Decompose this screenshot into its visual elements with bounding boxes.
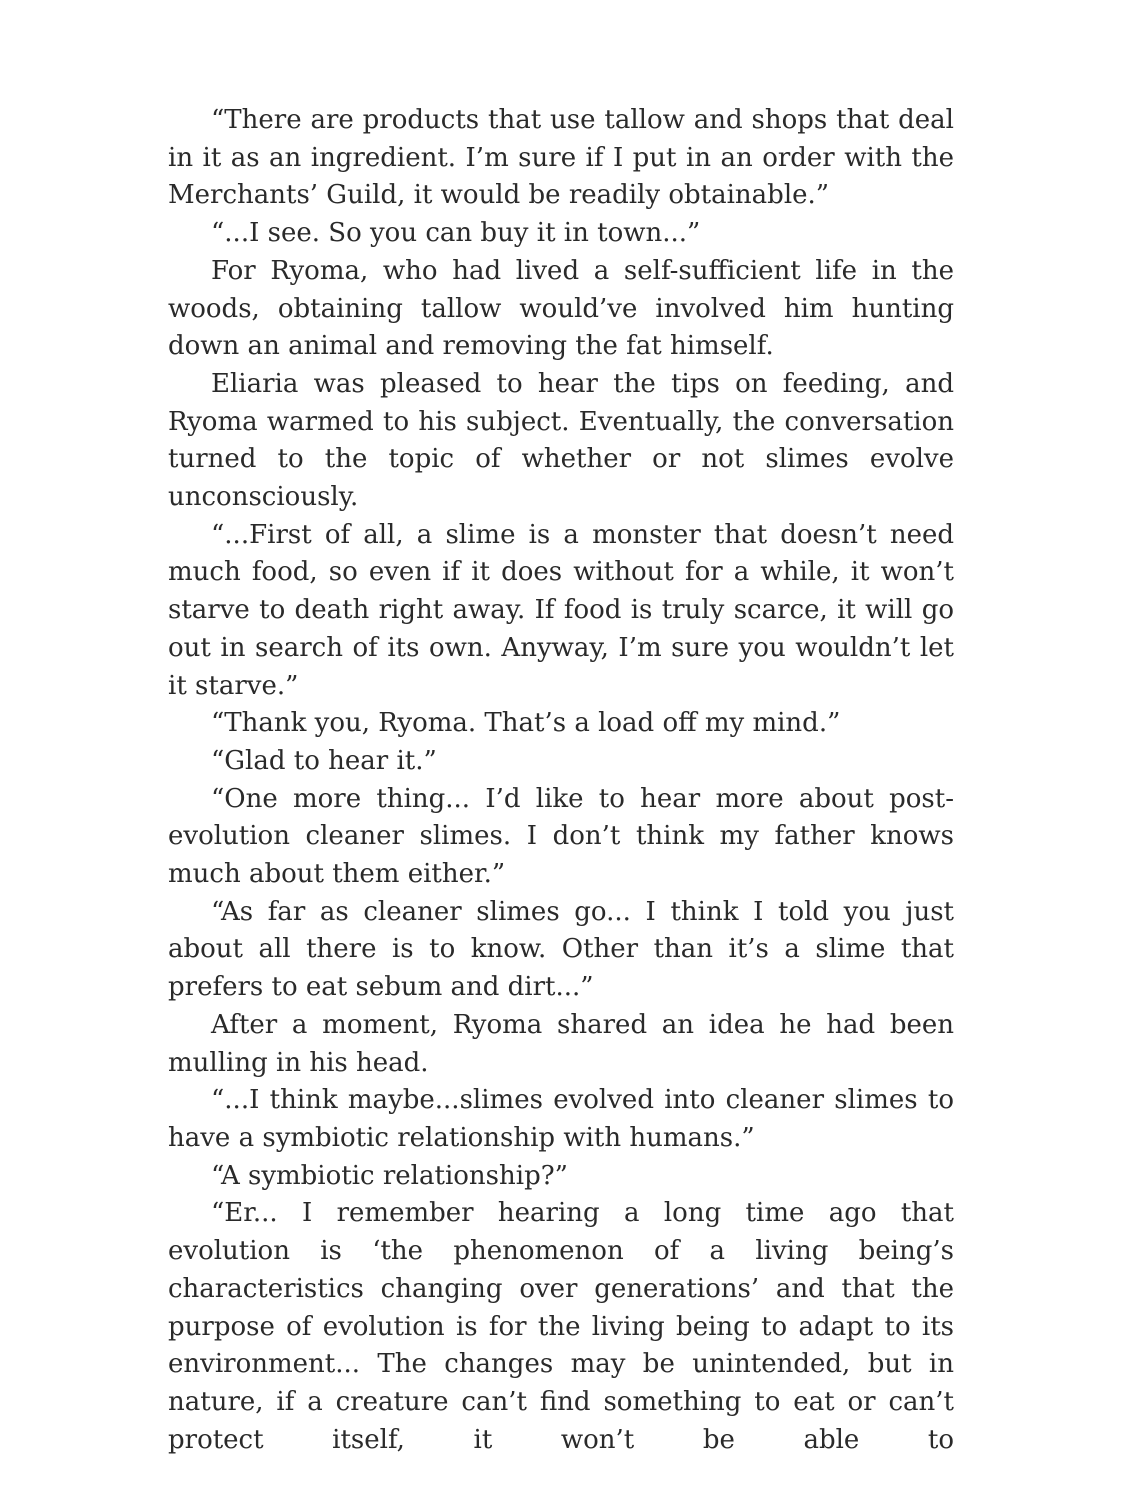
paragraph: Eliaria was pleased to hear the tips on feeding, and Ryoma warmed to his subject. Eventually, the conversation turned to the topic of whether or not slimes evolve unconsciously. bbox=[168, 368, 954, 513]
paragraph: “...I think maybe...slimes evolved into cleaner slimes to have a symbiotic relationship with humans.” bbox=[168, 1085, 954, 1153]
paragraph: “...I see. So you can buy it in town...” bbox=[211, 218, 701, 249]
paragraph: “A symbiotic relationship?” bbox=[211, 1160, 568, 1191]
paragraph: “There are products that use tallow and shops that deal in it as an ingredient. I’m sure if I put in an order with the Merchants’ Guild, it would be readily obtainable.” bbox=[168, 105, 954, 211]
paragraph: “One more thing... I’d like to hear more about post-evolution cleaner slimes. I don’t think my father knows much about them either.” bbox=[168, 783, 954, 890]
paragraph: “Glad to hear it.” bbox=[211, 745, 437, 776]
paragraph: “Er... I remember hearing a long time ago that evolution is ‘the phenomenon of a living being’s characteristics changing over generations’ and that the purpose of evolution is for the living being to adapt to its environment... The changes may be unintended, but in nature, if a creature can’t find something to eat or can’t protect itself, it won’t be able to bbox=[168, 1198, 954, 1455]
paragraph: “As far as cleaner slimes go... I think I told you just about all there is to know. Other than it’s a slime that prefers to eat sebum and dirt...” bbox=[168, 896, 954, 1003]
paragraph: “...First of all, a slime is a monster that doesn’t need much food, so even if it does without for a while, it won’t starve to death right away. If food is truly scarce, it will go out in search of its own. Anyway, I’m sure you wouldn’t let it starve.” bbox=[168, 519, 954, 701]
paragraph: For Ryoma, who had lived a self-sufficient life in the woods, obtaining tallow would’ve involved him hunting down an animal and removing the fat himself. bbox=[168, 255, 954, 362]
paragraph: “Thank you, Ryoma. That’s a load off my mind.” bbox=[211, 708, 841, 739]
book-page-text bbox=[168, 102, 954, 1459]
paragraph: After a moment, Ryoma shared an idea he had been mulling in his head. bbox=[168, 1009, 954, 1078]
